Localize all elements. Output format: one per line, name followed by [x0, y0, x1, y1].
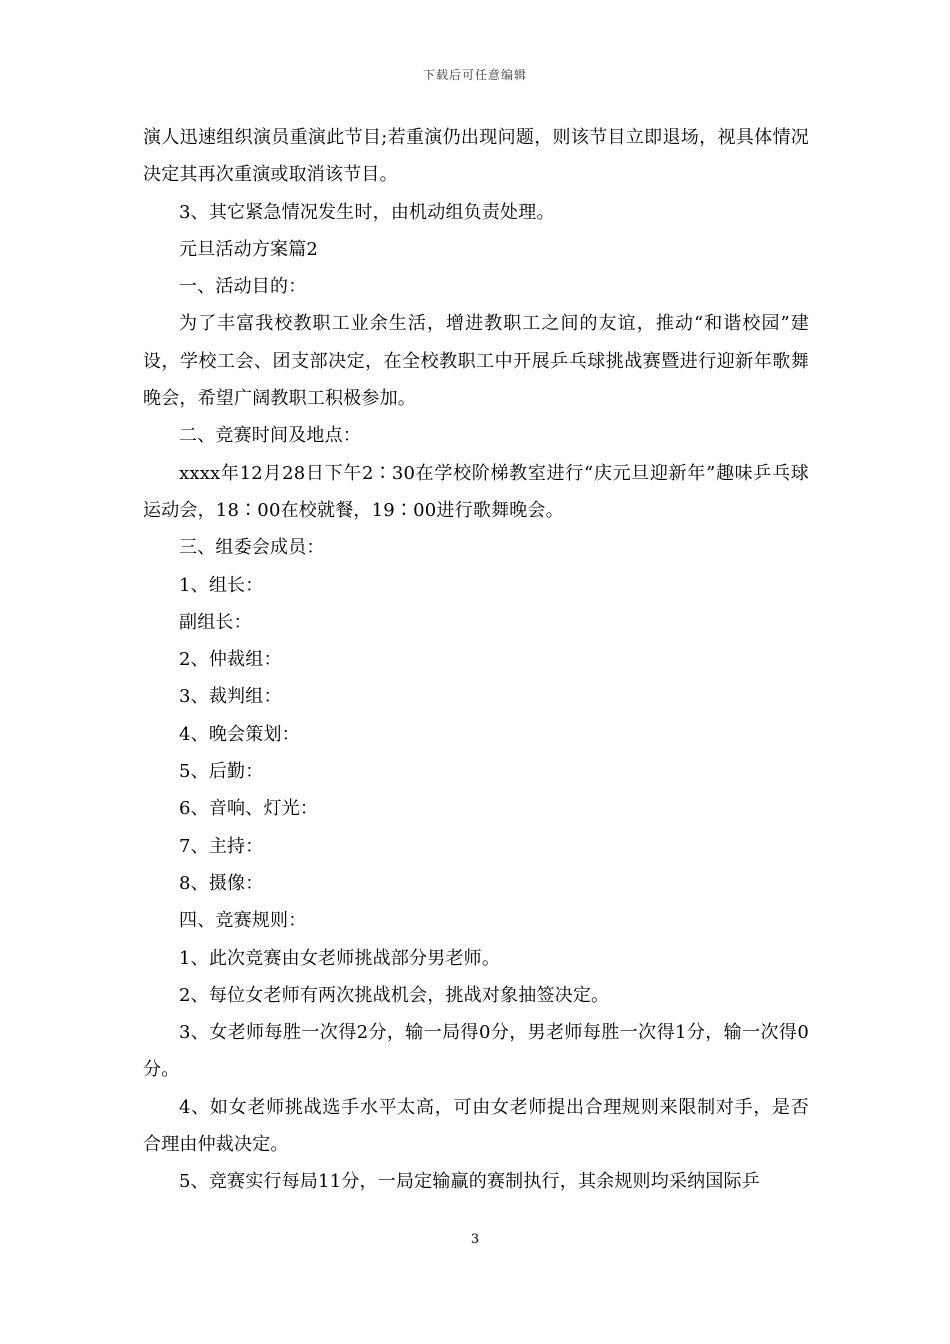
paragraph: 为了丰富我校教职工业余生活，增进教职工之间的友谊，推动“和谐校园”建设，学校工会、团支部决定，在全校教职工中开展乒乓球挑战赛暨进行迎新年歌舞晚会，希望广阔教职工积极参加。	[143, 313, 809, 410]
rule-item: 4、如女老师挑战选手水平太高，可由女老师提出合理规则来限制对手，是否合理由仲裁决定。	[143, 1096, 809, 1156]
rule-item: 5、竞赛实行每局11分，一局定输赢的赛制执行，其余规则均采纳国际乒	[179, 1171, 760, 1193]
rule-item: 1、此次竞赛由女老师挑战部分男老师。	[179, 947, 501, 969]
list-item: 3、裁判组：	[179, 686, 282, 708]
list-item: 1、组长：	[179, 574, 264, 596]
heading: 一、活动目的：	[179, 276, 307, 298]
paragraph: 演人迅速组织演员重演此节目;若重演仍出现问题，则该节目立即退场，视具体情况决定其再次重演或取消该节目。	[143, 127, 809, 186]
list-item: 4、晚会策划：	[179, 723, 300, 745]
paragraph: 3、其它紧急情况发生时，由机动组负责处理。	[179, 201, 555, 223]
document-body	[143, 119, 809, 1201]
page-header: 下载后可任意编辑	[422, 68, 527, 82]
list-item: 6、音响、灯光：	[179, 798, 319, 820]
page-number: 3	[470, 1232, 480, 1247]
paragraph: xxxx年12月28日下午2∶30在学校阶梯教室进行“庆元旦迎新年”趣味乒乓球运动会，18∶00在校就餐，19∶00进行歌舞晚会。	[143, 462, 809, 521]
heading: 四、竞赛规则：	[179, 910, 307, 932]
heading: 二、竞赛时间及地点：	[179, 425, 361, 447]
list-item: 7、主持：	[179, 835, 264, 857]
rule-item: 2、每位女老师有两次挑战机会，挑战对象抽签决定。	[179, 984, 610, 1006]
list-item: 5、后勤：	[179, 761, 264, 783]
rule-item: 3、女老师每胜一次得2分，输一局得0分，男老师每胜一次得1分，输一次得0分。	[143, 1022, 809, 1081]
heading: 三、组委会成员：	[179, 537, 325, 559]
list-item: 2、仲裁组：	[179, 649, 282, 671]
list-item: 副组长：	[179, 611, 252, 633]
list-item: 8、摄像：	[179, 872, 264, 894]
section-title: 元旦活动方案篇2	[179, 238, 319, 260]
